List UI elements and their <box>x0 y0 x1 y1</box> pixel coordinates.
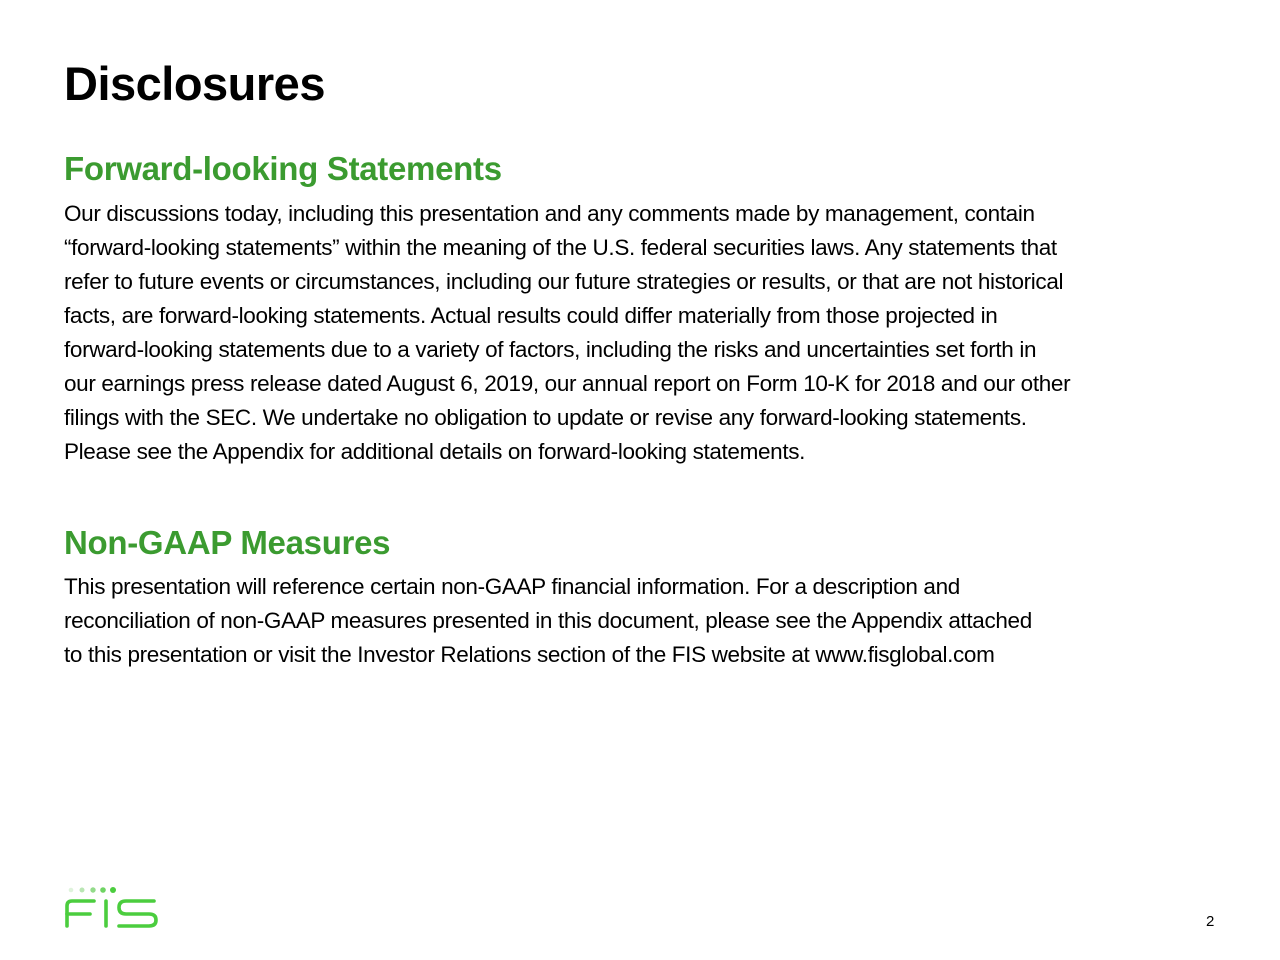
text-line: Our discussions today, including this presentation and any comments made by management, contain <box>64 201 1035 226</box>
text-line: filings with the SEC. We undertake no obligation to update or revise any forward-looking statements. <box>64 405 1027 430</box>
text-line: “forward-looking statements” within the meaning of the U.S. federal securities laws. Any statements that <box>64 235 1057 260</box>
text-line: our earnings press release dated August 6, 2019, our annual report on Form 10-K for 2018 and our other <box>64 371 1071 396</box>
text-line: This presentation will reference certain non-GAAP financial information. For a description and <box>64 574 960 599</box>
page-title: Disclosures <box>64 57 325 110</box>
forward-looking-paragraph <box>64 197 1244 469</box>
non-gaap-paragraph <box>64 570 1244 672</box>
text-line: Please see the Appendix for additional details on forward-looking statements. <box>64 439 806 464</box>
text-line: refer to future events or circumstances, including our future strategies or results, or that are not historical <box>64 269 1064 294</box>
text-line: to this presentation or visit the Investor Relations section of the FIS website at www.fisglobal.com <box>64 642 995 667</box>
text-line: facts, are forward-looking statements. Actual results could differ materially from those projected in <box>64 303 998 328</box>
text-line: reconciliation of non-GAAP measures presented in this document, please see the Appendix attached <box>64 608 1032 633</box>
non-gaap-heading: Non-GAAP Measures <box>64 524 391 561</box>
text-line: forward-looking statements due to a variety of factors, including the risks and uncertainties set forth in <box>64 337 1037 362</box>
page-number: 2 <box>1206 913 1215 930</box>
forward-looking-heading: Forward-looking Statements <box>64 150 502 187</box>
fis-logo <box>62 884 162 932</box>
